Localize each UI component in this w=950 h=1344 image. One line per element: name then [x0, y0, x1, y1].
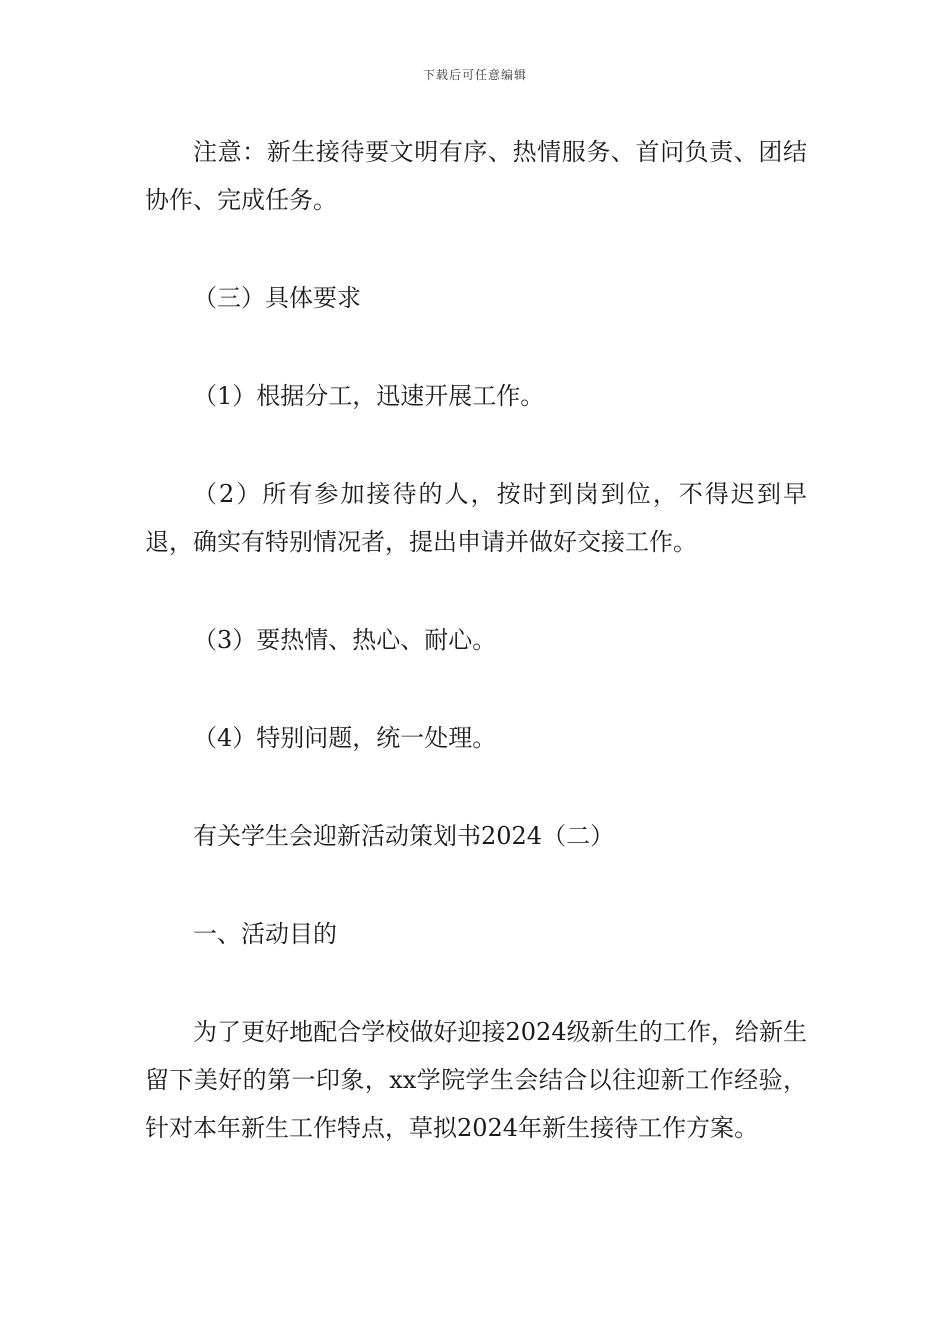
section-heading-purpose: 一、活动目的: [193, 920, 337, 948]
section-heading-requirements: （三）具体要求: [193, 284, 361, 312]
paragraph-purpose: 为了更好地配合学校做好迎接2024级新生的工作，给新生留下美好的第一印象，xx学院学生会结合以往迎新工作经验，针对本年新生工作特点，草拟2024年新生接待工作方案。: [145, 1018, 807, 1142]
paragraph-notice: 注意：新生接待要文明有序、热情服务、首问负责、团结协作、完成任务。: [145, 138, 807, 214]
document-body: [145, 128, 807, 1152]
requirement-item-3: （3）要热情、热心、耐心。: [193, 626, 497, 654]
requirement-item-2: （2）所有参加接待的人，按时到岗到位，不得迟到早退，确实有特别情况者，提出申请并做好交接工作。: [145, 480, 807, 556]
page-header-note: 下载后可任意编辑: [422, 68, 527, 82]
requirement-item-1: （1）根据分工，迅速开展工作。: [193, 382, 545, 410]
document-title-part-2: 有关学生会迎新活动策划书2024（二）: [193, 822, 615, 850]
requirement-item-4: （4）特别问题，统一处理。: [193, 724, 497, 752]
